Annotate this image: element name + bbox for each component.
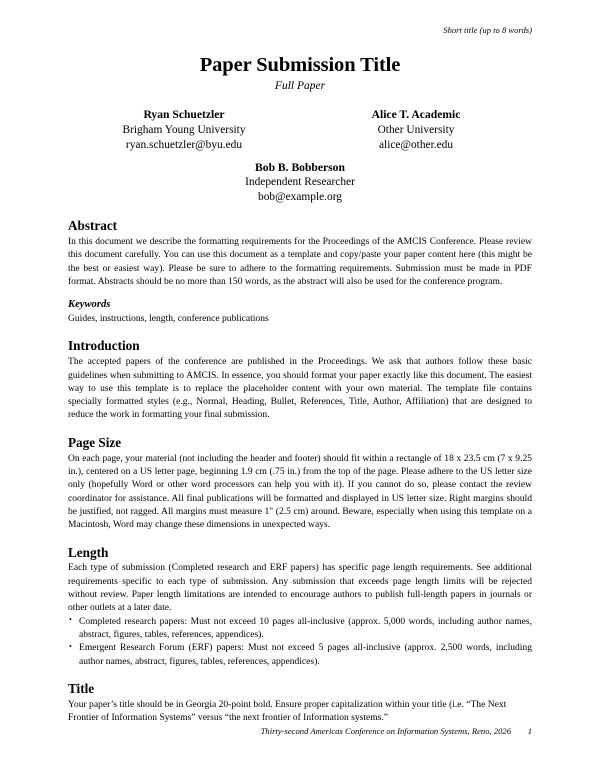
running-head: Short title (up to 8 words) [443, 25, 532, 35]
section-abstract [68, 218, 532, 288]
paper-subtitle: Full Paper [274, 79, 326, 92]
author-affiliation: Brigham Young University [122, 123, 246, 136]
section-body-introduction: The accepted papers of the conference are published in the Proceedings. We ask that authors follow these basic guidelines when submitting to AMCIS. In essence, you should format your paper exactly like this document. The easiest way to use this template is to replace the placeholder content with your own material. The template file contains specially formatted styles (e.g., Normal, Heading, Bullet, References, Title, Author, Affiliation) that are designed to reduce the work in formatting your final submission. [68, 356, 532, 421]
section-heading-page-size: Page Size [68, 434, 122, 450]
author-entry [300, 107, 532, 152]
author-affiliation: Other University [377, 123, 455, 136]
section-title [68, 681, 532, 724]
section-heading-introduction: Introduction [68, 338, 140, 354]
section-heading-length: Length [68, 544, 109, 560]
page-content [68, 0, 532, 724]
section-page-size [68, 435, 532, 532]
author-affiliation: Independent Researcher [245, 176, 355, 189]
author-row [68, 107, 532, 152]
footer-page-number: 1 [527, 726, 532, 736]
author-block [68, 107, 532, 205]
section-body-keywords: Guides, instructions, length, conference publications [68, 313, 269, 325]
section-heading-keywords: Keywords [68, 299, 111, 311]
section-heading-abstract: Abstract [68, 218, 118, 234]
section-introduction [68, 338, 532, 421]
title-block [68, 54, 532, 94]
author-entry [68, 160, 532, 205]
author-email: bob@example.org [258, 191, 342, 204]
author-name: Ryan Schuetzler [143, 108, 225, 122]
section-body-abstract: In this document we describe the formatting requirements for the Proceedings of the AMCIS Conference. Please review this document carefully. You can use this document as a template and copy/paste your paper content here (this might be the best or easiest way). Please be sure to adhere to the formatting requirements. Submission must be made in PDF format. Abstracts should be no more than 150 words, as the abstract will also be used for the conference program. [68, 236, 532, 288]
list-item: • Completed research papers: Must not exceed 10 pages all-inclusive (approx. 5,000 words, including author names, abstract, figures, tables, references, appendices). [68, 615, 532, 642]
author-email: alice@other.edu [378, 138, 454, 151]
footer-conference-text: Thirty-second Americas Conference on Information Systems, Reno, 2026 [260, 726, 511, 736]
author-name: Alice T. Academic [371, 108, 461, 122]
section-body-length: Each type of submission (Completed research and ERF papers) has specific page length requirements. See additional requirements specific to each type of submission. Any submission that exceeds page length limits will be rejected without review. Paper length limitations are intended to encourage authors to publish full-length papers in journals or other outlets at a later date. [68, 562, 532, 614]
author-email: ryan.schuetzler@byu.edu [125, 138, 243, 151]
page-title: Paper Submission Title [199, 53, 401, 76]
section-heading-title: Title [68, 680, 95, 696]
section-body-page-size: On each page, your material (not including the header and footer) should fit within a rectangle of 18 x 23.5 cm (7 x 9.25 in.), centered on a US letter page, beginning 1.9 cm (.75 in.) from the top of the page. Please adhere to the US letter size only (hopefully Word or other word processors can help you with it). If you cannot do so, please contact the review coordinator for assistance. All final publications will be formatted and displayed in US letter size. Right margins should be justified, not ragged. All margins must measure 1" (2.5 cm) around. Beware, especially when using this template on a Macintosh, Word may change these dimensions in unexpected ways. [68, 452, 532, 531]
list-item: • Emergent Research Forum (ERF) papers: Must not exceed 5 pages all-inclusive (approx. 2,500 words, including author names, abstract, figures, tables, references, appendices). [68, 641, 532, 668]
author-name: Bob B. Bobberson [255, 160, 345, 174]
section-keywords [68, 299, 532, 325]
section-body-title: Your paper’s title should be in Georgia 20-point bold. Ensure proper capitalization within your title (i.e. “The Next Frontier of Information Systems” versus “the next frontier of Information systems.” [68, 698, 507, 723]
section-length [68, 545, 532, 668]
page-footer [68, 727, 532, 736]
length-bullet-list [68, 615, 532, 668]
author-entry [68, 107, 300, 152]
